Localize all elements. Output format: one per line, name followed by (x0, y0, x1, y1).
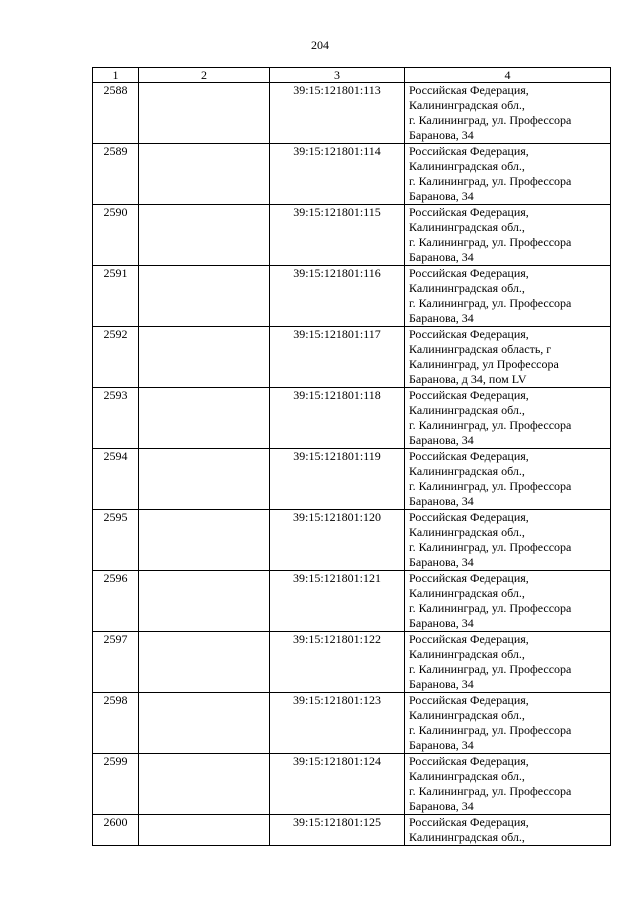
page-number: 204 (311, 38, 329, 52)
row-number-cell: 2589 (93, 144, 139, 205)
empty-cell (139, 449, 270, 510)
row-number-cell: 2591 (93, 266, 139, 327)
column-header-1: 1 (93, 68, 139, 83)
row-number-cell: 2595 (93, 510, 139, 571)
address-cell: Российская Федерация, Калининградская обл., г. Калининград, ул. Профессора Баранова, 34 (405, 754, 611, 815)
empty-cell (139, 83, 270, 144)
cadastral-number-cell: 39:15:121801:120 (270, 510, 405, 571)
table-row (93, 83, 611, 144)
address-cell: Российская Федерация, Калининградская обл., г. Калининград, ул. Профессора Баранова, 34 (405, 693, 611, 754)
cadastral-number-cell: 39:15:121801:113 (270, 83, 405, 144)
cadastral-number-cell: 39:15:121801:116 (270, 266, 405, 327)
table-row (93, 693, 611, 754)
table-row (93, 754, 611, 815)
address-cell: Российская Федерация, Калининградская обл., г. Калининград, ул. Профессора Баранова, 34 (405, 449, 611, 510)
address-cell: Российская Федерация, Калининградская обл., г. Калининград, ул. Профессора Баранова, 34 (405, 510, 611, 571)
cadastral-number-cell: 39:15:121801:114 (270, 144, 405, 205)
cadastral-number-cell: 39:15:121801:117 (270, 327, 405, 388)
empty-cell (139, 510, 270, 571)
cadastral-number-cell: 39:15:121801:121 (270, 571, 405, 632)
row-number-cell: 2593 (93, 388, 139, 449)
table-body (93, 83, 611, 846)
table-row (93, 632, 611, 693)
row-number-cell: 2588 (93, 83, 139, 144)
row-number-cell: 2600 (93, 815, 139, 846)
empty-cell (139, 266, 270, 327)
cadastral-number-cell: 39:15:121801:115 (270, 205, 405, 266)
cadastral-number-cell: 39:15:121801:124 (270, 754, 405, 815)
table-row (93, 205, 611, 266)
row-number-cell: 2596 (93, 571, 139, 632)
row-number-cell: 2599 (93, 754, 139, 815)
empty-cell (139, 632, 270, 693)
empty-cell (139, 571, 270, 632)
address-cell: Российская Федерация, Калининградская обл., г. Калининград, ул. Профессора Баранова, 34 (405, 83, 611, 144)
address-cell: Российская Федерация, Калининградская область, г Калининград, ул Профессора Баранова, д 34, пом LV (405, 327, 611, 388)
table-row (93, 144, 611, 205)
table-row (93, 815, 611, 846)
property-table (92, 67, 611, 846)
empty-cell (139, 144, 270, 205)
row-number-cell: 2592 (93, 327, 139, 388)
empty-cell (139, 754, 270, 815)
address-cell: Российская Федерация, Калининградская обл., г. Калининград, ул. Профессора Баранова, 34 (405, 632, 611, 693)
table-row (93, 388, 611, 449)
cadastral-number-cell: 39:15:121801:118 (270, 388, 405, 449)
table-row (93, 266, 611, 327)
table-row (93, 449, 611, 510)
row-number-cell: 2594 (93, 449, 139, 510)
empty-cell (139, 327, 270, 388)
table-row (93, 327, 611, 388)
column-header-3: 3 (270, 68, 405, 83)
empty-cell (139, 388, 270, 449)
cadastral-number-cell: 39:15:121801:122 (270, 632, 405, 693)
address-cell: Российская Федерация, Калининградская обл., г. Калининград, ул. Профессора Баранова, 34 (405, 388, 611, 449)
empty-cell (139, 815, 270, 846)
cadastral-number-cell: 39:15:121801:125 (270, 815, 405, 846)
address-cell: Российская Федерация, Калининградская обл., г. Калининград, ул. Профессора Баранова, 34 (405, 266, 611, 327)
table-row (93, 510, 611, 571)
address-cell: Российская Федерация, Калининградская обл., г. Калининград, ул. Профессора Баранова, 34 (405, 571, 611, 632)
table-row (93, 571, 611, 632)
address-cell: Российская Федерация, Калининградская обл., г. Калининград, ул. Профессора Баранова, 34 (405, 144, 611, 205)
cadastral-number-cell: 39:15:121801:119 (270, 449, 405, 510)
address-cell: Российская Федерация, Калининградская обл., г. Калининград, ул. Профессора Баранова, 34 (405, 205, 611, 266)
cadastral-number-cell: 39:15:121801:123 (270, 693, 405, 754)
address-cell: Российская Федерация, Калининградская обл., (405, 815, 611, 846)
table-header-row (93, 68, 611, 83)
row-number-cell: 2598 (93, 693, 139, 754)
empty-cell (139, 693, 270, 754)
empty-cell (139, 205, 270, 266)
row-number-cell: 2590 (93, 205, 139, 266)
column-header-4: 4 (405, 68, 611, 83)
row-number-cell: 2597 (93, 632, 139, 693)
column-header-2: 2 (139, 68, 270, 83)
